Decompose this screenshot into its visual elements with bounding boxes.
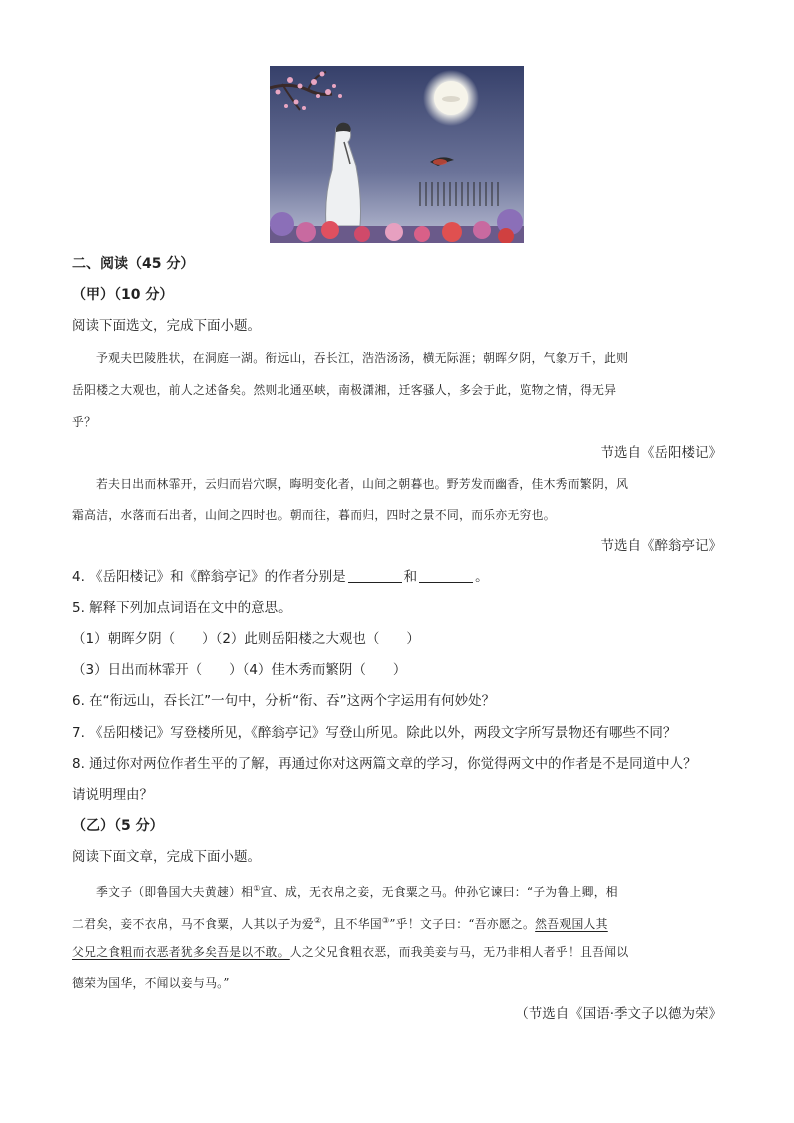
passage1-line: 乎？ [72,415,97,429]
passage3-text: 二君矣，妾不衣帛，马不食粟，人其以子为爱 [72,916,314,931]
passage1-line: 岳阳楼之大观也，前人之述备矣。然则北通巫峡，南极潇湘，迁客骚人，多会于此，览物之情，得无异 [72,383,617,397]
question-4-text: 4. 《岳阳楼记》和《醉翁亭记》的作者分别是 [72,569,346,585]
part-b-instruction: 阅读下面文章，完成下面小题。 [72,849,261,865]
source-2: 节选自《醉翁亭记》 [600,538,722,554]
passage2-line: 霜高洁，水落而石出者，山间之四时也。朝而往，暮而归，四时之景不同，而乐亦无穷也。 [72,508,556,522]
source-3: （节选自《国语·季文子以德为荣》 [515,1006,722,1022]
question-5: 5. 解释下列加点词语在文中的意思。 [72,600,292,616]
question-4-conj: 和 [403,569,418,585]
footnote-mark: ② [313,916,322,925]
passage3-line [72,879,722,902]
question-8-cont: 请说明理由？ [72,787,153,803]
question-4 [72,567,722,587]
answer-blank[interactable] [419,568,473,583]
source-1: 节选自《岳阳楼记》 [600,445,722,461]
passage3-text: 人之父兄食粗衣恶，而我美妾与马，无乃非相人者乎！且吾闻以 [289,945,629,959]
footnote-mark: ③ [381,916,390,925]
question-5-row: （1）朝晖夕阴（ ）（2）此则岳阳楼之大观也（ ） [72,631,420,647]
section-title: 二、阅读（45 分） [72,256,195,272]
underlined-sentence: 父兄之食粗而衣恶者犹多矣吾是以不敢。 [72,945,290,959]
question-4-end: 。 [475,569,489,585]
passage3-line [72,942,722,962]
passage3-text: ，且不华国 [321,916,382,931]
question-5-row: （3）日出而林霏开（ ）（4）佳木秀而繁阴（ ） [72,662,407,678]
part-a-instruction: 阅读下面选文，完成下面小题。 [72,318,261,334]
passage1-line: 予观夫巴陵胜状，在洞庭一湖。衔远山，吞长江，浩浩汤汤，横无际涯；朝晖夕阴，气象万千，此则 [96,351,629,365]
underlined-sentence: 然吾观国人其 [535,916,608,931]
passage3-line: 德荣为国华，不闻以妾与马。” [72,976,230,990]
part-b-label: （乙）（5 分） [72,818,164,834]
question-6: 6. 在“衔远山，吞长江”一句中，分析“衔、吞”这两个字运用有何妙处？ [72,693,496,709]
footnote-mark: ① [253,884,261,893]
passage3-line [72,911,722,934]
question-8: 8. 通过你对两位作者生平的了解，再通过你对这两篇文章的学习，你觉得两文中的作者是不是同道中人？ [72,756,697,772]
scholar-moon-illustration-icon [270,66,524,243]
passage3-text: 季文子（即鲁国大夫黄趚）相 [96,884,254,899]
answer-blank[interactable] [348,568,402,583]
passage2-line: 若夫日出而林霏开，云归而岩穴暝，晦明变化者，山间之朝暮也。野芳发而幽香，佳木秀而繁阴，风 [96,477,629,491]
passage3-text: 宣、成，无衣帛之妾，无食粟之马。仲孙它谏曰：“子为鲁上卿，相 [260,884,618,899]
part-a-label: （甲）（10 分） [72,287,174,303]
header-illustration [270,66,524,243]
passage3-text: ”乎！文子曰：“吾亦愿之。 [389,916,536,931]
question-7: 7. 《岳阳楼记》写登楼所见，《醉翁亭记》写登山所见。除此以外，两段文字所写景物还有哪些不同？ [72,725,677,741]
